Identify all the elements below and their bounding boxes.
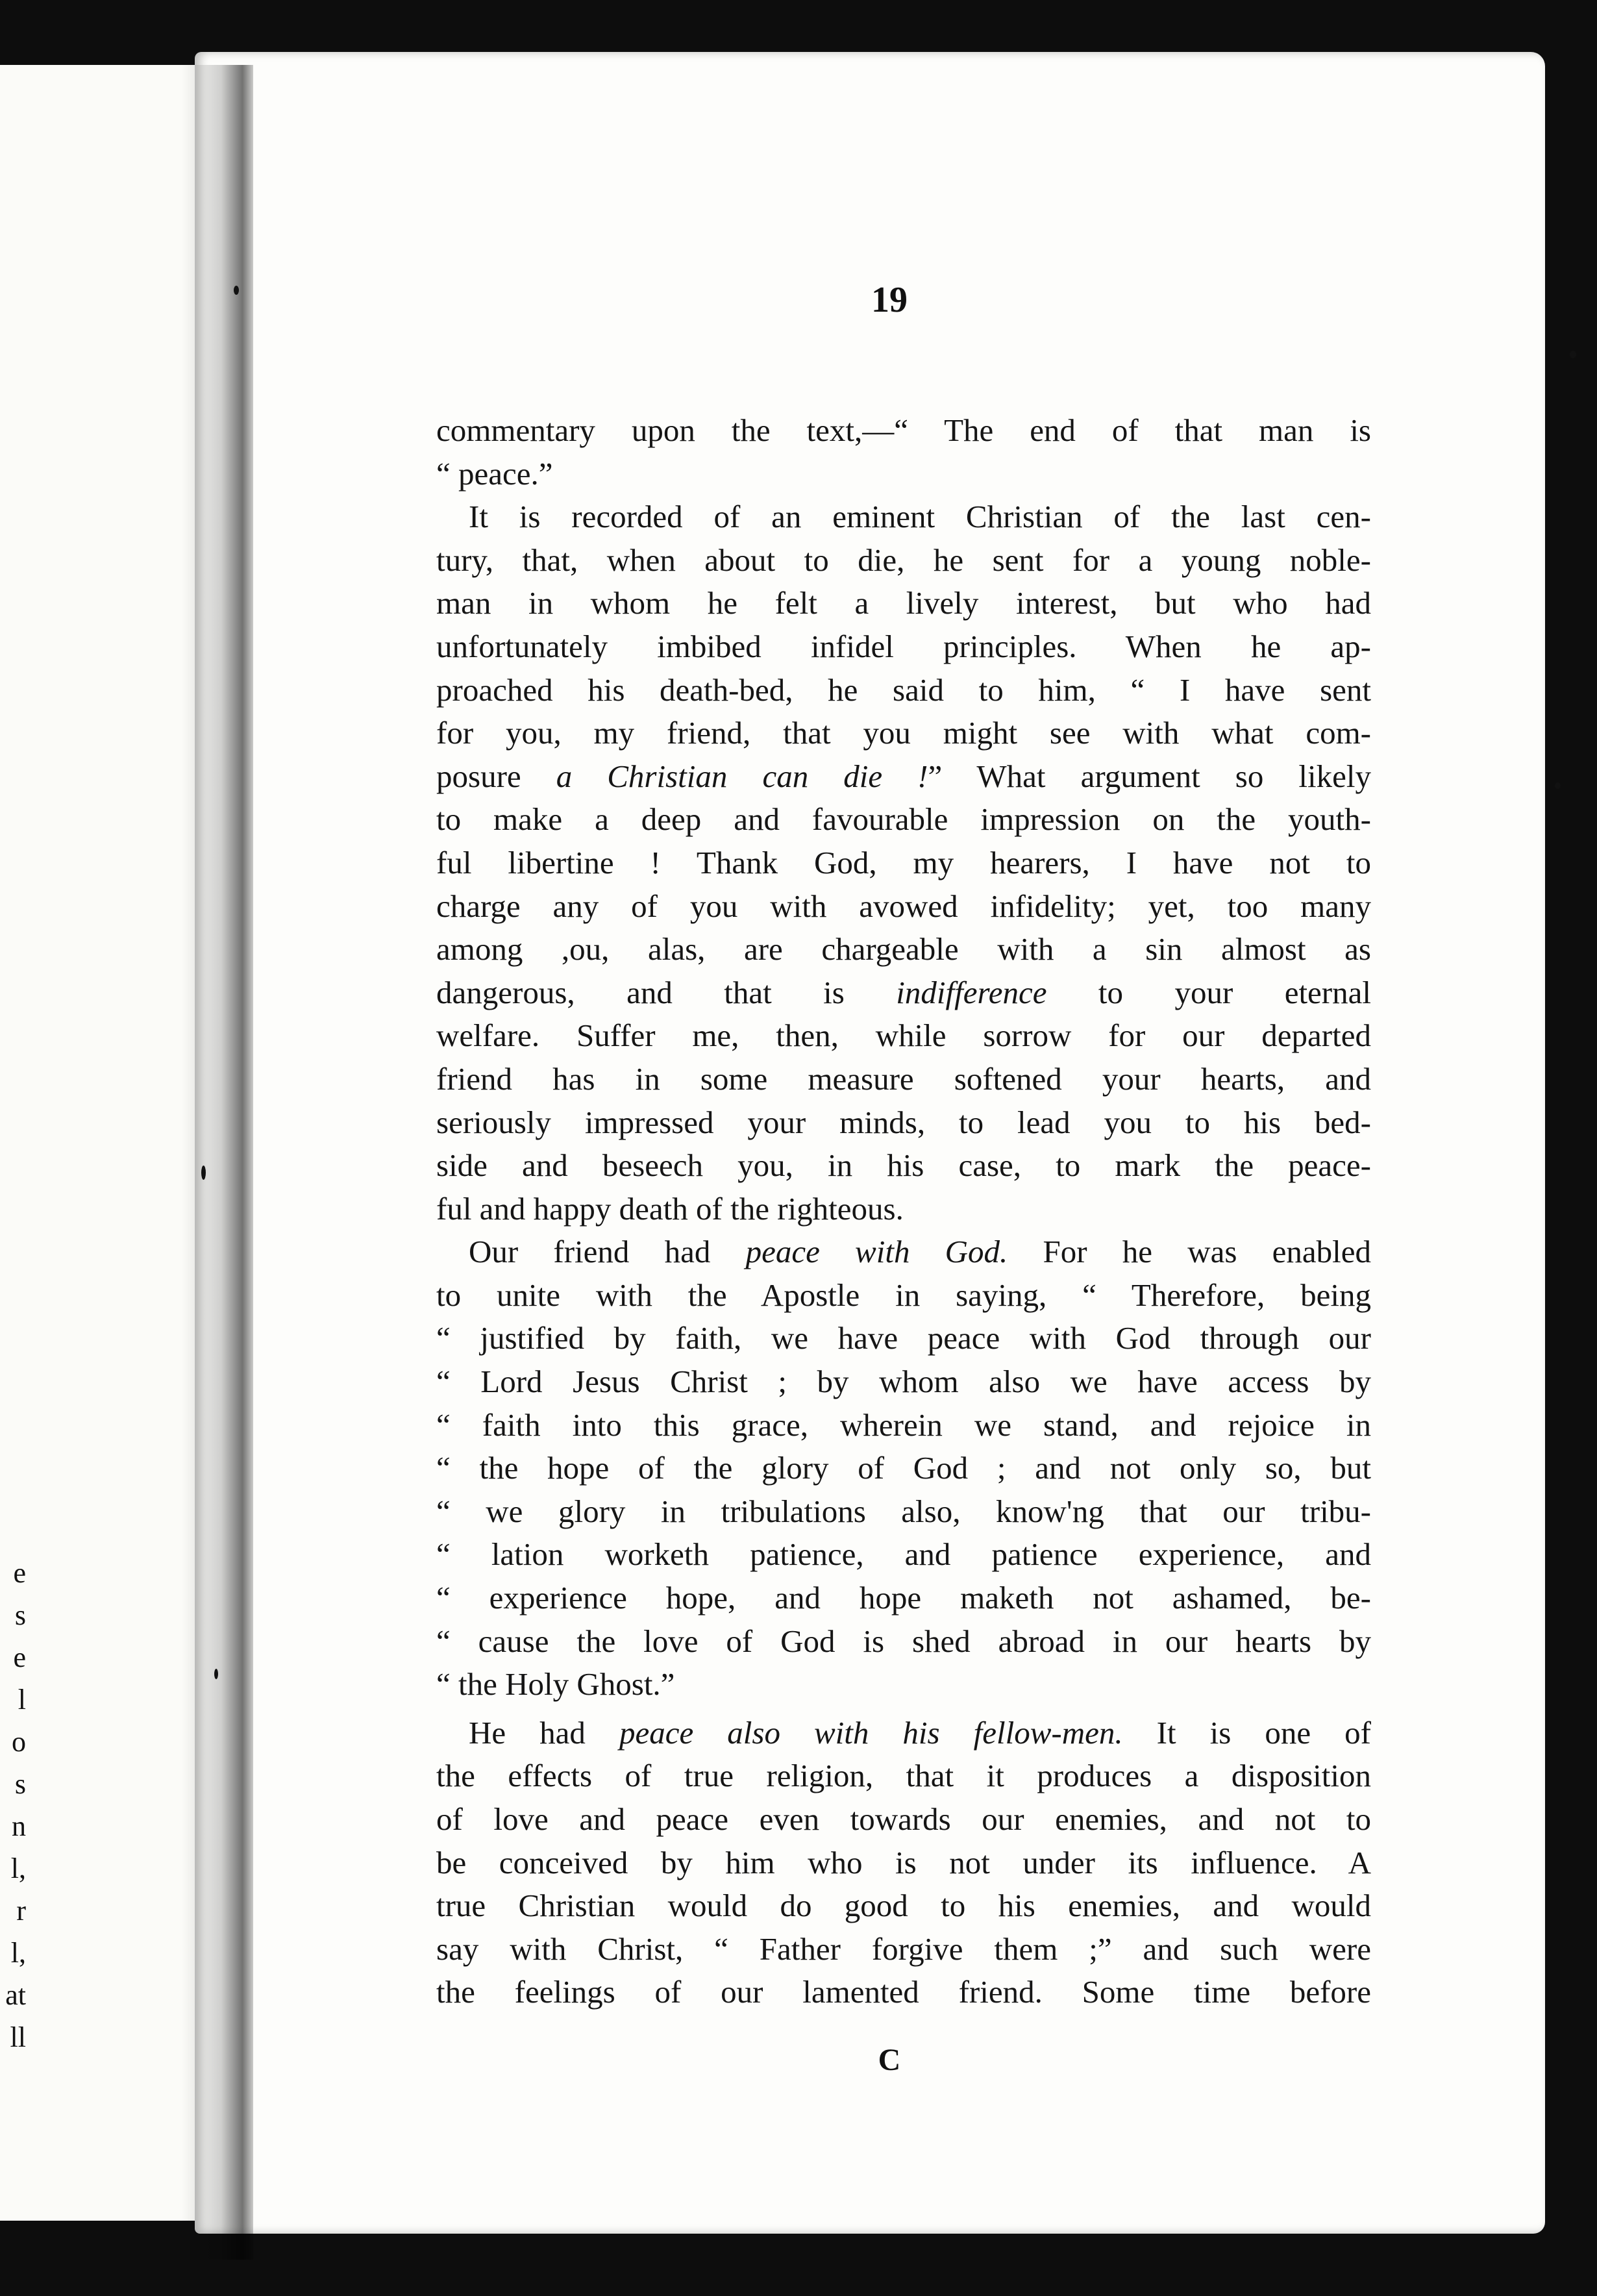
previous-page-text-fragments — [0, 1552, 26, 2058]
text-run: to unite with the Apostle in saying, “ Therefore, being — [436, 1277, 1371, 1313]
text-run: For he was enabled — [1008, 1234, 1372, 1270]
page-number: 19 — [871, 280, 908, 320]
italic-phrase: peace with God. — [745, 1234, 1008, 1270]
text-run: to your eternal — [1046, 974, 1371, 1010]
text-line — [436, 1841, 1371, 1885]
page-body-text — [436, 409, 1371, 2014]
text-line — [436, 539, 1371, 582]
previous-page-fragment: ll — [10, 2021, 26, 2053]
text-run: the feelings of our lamented friend. Some time before — [436, 1974, 1371, 2010]
text-run: seriously impressed your minds, to lead you to his bed- — [436, 1104, 1371, 1140]
italic-phrase: peace also with his fellow-men. — [619, 1714, 1123, 1751]
text-line — [436, 1754, 1371, 1798]
text-run: “ experience hope, and hope maketh not ashamed, be- — [436, 1580, 1371, 1616]
previous-page-fragment: l — [18, 1684, 26, 1716]
text-run: “ Lord Jesus Christ ; by whom also we have access by — [436, 1364, 1371, 1400]
text-line — [436, 1533, 1371, 1577]
previous-page-fragment: s — [14, 1599, 26, 1631]
text-run: dangerous, and that is — [436, 974, 897, 1010]
text-run: be conceived by him who is not under its influence. A — [436, 1844, 1371, 1880]
text-run: ful and happy death of the righteous. — [436, 1190, 904, 1227]
text-line — [436, 1620, 1371, 1664]
text-run: among ,ou, alas, are chargeable with a sin almost as — [436, 931, 1371, 967]
text-line — [436, 1928, 1371, 1971]
text-run: “ the hope of the glory of God ; and not only so, but — [436, 1450, 1371, 1486]
text-line — [436, 885, 1371, 929]
text-run: man in whom he felt a lively interest, but who had — [436, 585, 1371, 621]
text-line — [436, 453, 1371, 496]
previous-page-fragment: n — [12, 1810, 26, 1842]
text-run: charge any of you with avowed infidelity; yet, too many — [436, 888, 1371, 924]
signature-mark: C — [878, 2043, 901, 2077]
text-line — [436, 1447, 1371, 1490]
text-run: commentary upon the text,—“ The end of that man is — [436, 412, 1371, 448]
scan-speck — [201, 1166, 206, 1180]
italic-phrase: a Christian can die ! — [556, 758, 928, 794]
current-page — [195, 52, 1545, 2234]
text-line — [436, 1663, 1371, 1706]
text-run: welfare. Suffer me, then, while sorrow for our departed — [436, 1017, 1371, 1054]
text-run: “ we glory in tribulations also, know'ng that our tribu- — [436, 1493, 1371, 1529]
text-line — [436, 1577, 1371, 1620]
text-run: side and beseech you, in his case, to mark the peace- — [436, 1147, 1371, 1184]
previous-page-fragment: e — [13, 1641, 26, 1673]
text-run: It is one of — [1122, 1714, 1371, 1751]
previous-page-fragment: s — [14, 1768, 26, 1800]
text-run: of love and peace even towards our enemies, and not to — [436, 1801, 1371, 1837]
text-run: “ the Holy Ghost.” — [436, 1666, 675, 1703]
text-line — [436, 712, 1371, 755]
previous-page-fragment: o — [12, 1726, 26, 1758]
text-line — [436, 669, 1371, 712]
text-run: for you, my friend, that you might see with what com- — [436, 715, 1371, 751]
text-line — [436, 582, 1371, 625]
text-line — [436, 1144, 1371, 1188]
previous-page-fragment: r — [16, 1895, 26, 1927]
scan-speck — [234, 286, 239, 295]
text-line — [436, 1101, 1371, 1145]
text-run: “ cause the love of God is shed abroad in our hearts by — [436, 1623, 1371, 1659]
text-run: Our friend had — [469, 1234, 746, 1270]
text-line — [436, 1971, 1371, 2014]
text-run: proached his death-bed, he said to him, “ I have sent — [436, 671, 1371, 708]
text-line — [436, 1798, 1371, 1841]
previous-page-fragment: l, — [10, 1853, 26, 1884]
text-line — [436, 409, 1371, 453]
previous-page-fragment: l, — [10, 1937, 26, 1969]
text-line — [436, 1014, 1371, 1058]
text-run: to make a deep and favourable impression on the youth- — [436, 801, 1371, 838]
text-line — [436, 755, 1371, 799]
text-line — [436, 1490, 1371, 1534]
text-line — [436, 1058, 1371, 1101]
text-line — [436, 928, 1371, 971]
text-run: “ faith into this grace, wherein we stand, and rejoice in — [436, 1406, 1371, 1443]
text-line — [436, 1360, 1371, 1404]
scan-speck — [1555, 782, 1561, 789]
previous-page-fragment: at — [5, 1979, 26, 2011]
text-line — [436, 842, 1371, 885]
text-run: unfortunately imbibed infidel principles. When he ap- — [436, 628, 1371, 664]
text-line — [436, 971, 1371, 1015]
text-line — [436, 1188, 1371, 1231]
previous-page-fragment: e — [13, 1557, 26, 1589]
text-run: ” What argument so likely — [928, 758, 1371, 794]
italic-phrase: indifference — [896, 974, 1047, 1010]
text-run: ful libertine ! Thank God, my hearers, I have not to — [436, 844, 1371, 880]
text-line — [436, 1404, 1371, 1447]
text-run: posure — [436, 758, 556, 794]
text-run: “ lation worketh patience, and patience experience, and — [436, 1536, 1371, 1573]
text-run: He had — [469, 1714, 619, 1751]
text-line — [436, 495, 1371, 539]
text-run: “ justified by faith, we have peace with God through our — [436, 1320, 1371, 1356]
text-line — [436, 1230, 1371, 1274]
text-run: the effects of true religion, that it produces a disposition — [436, 1758, 1371, 1794]
text-line — [436, 798, 1371, 842]
text-run: “ peace.” — [436, 455, 553, 492]
text-run: tury, that, when about to die, he sent for a young noble- — [436, 542, 1371, 578]
text-line — [436, 1712, 1371, 1755]
text-line — [436, 625, 1371, 669]
text-line — [436, 1274, 1371, 1317]
text-run: say with Christ, “ Father forgive them ;” and such were — [436, 1930, 1371, 1967]
text-run: true Christian would do good to his enemies, and would — [436, 1888, 1371, 1924]
scan-speck — [1570, 351, 1576, 358]
text-line — [436, 1884, 1371, 1928]
text-line — [436, 1317, 1371, 1360]
text-run: It is recorded of an eminent Christian of the last cen- — [469, 499, 1371, 535]
scan-speck — [214, 1669, 218, 1679]
text-run: friend has in some measure softened your hearts, and — [436, 1060, 1371, 1097]
